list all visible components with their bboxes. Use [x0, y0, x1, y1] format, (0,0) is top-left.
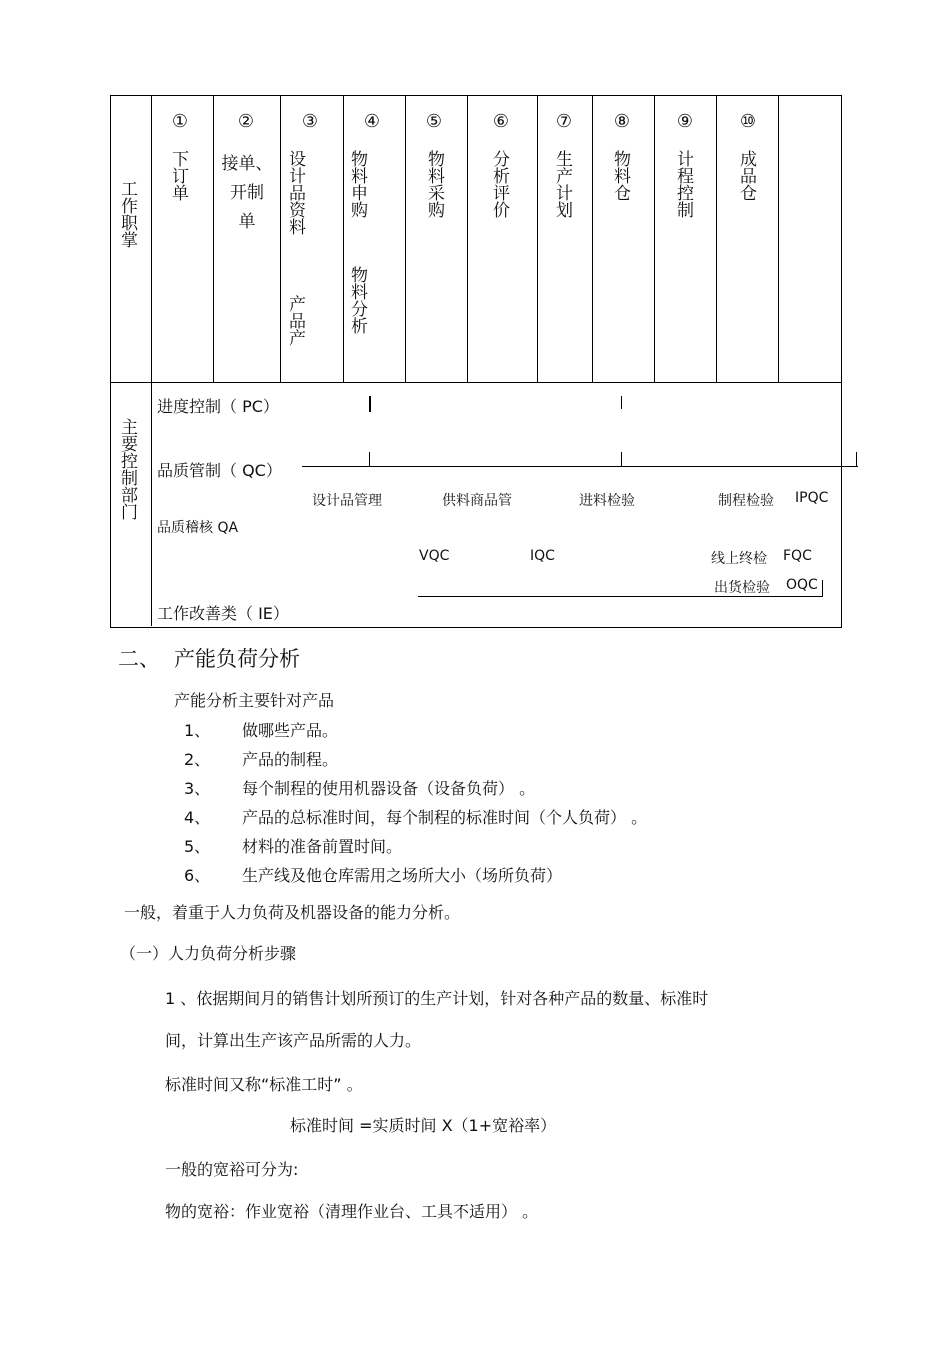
step-label: 接单、 [221, 154, 273, 174]
step-label: 开制 [230, 183, 264, 203]
col-divider [213, 95, 214, 382]
shipping-inspection: 出货检验 [714, 580, 770, 596]
incoming-inspection: 进料检验 [579, 493, 635, 509]
step-label: 成品仓 [736, 150, 756, 201]
step-label: 物料仓 [610, 150, 630, 201]
qc-tick [369, 452, 370, 466]
paragraph: 间，计算出生产该产品所需的人力。 [165, 1031, 422, 1050]
list-item: 材料的准备前置时间。 [242, 837, 403, 856]
step-number: ⑧ [613, 111, 631, 132]
vqc-label: VQC [419, 548, 450, 564]
qc-tick [621, 452, 622, 466]
qa-label: 品质稽核 QA [157, 520, 239, 536]
col-divider [343, 95, 344, 382]
qc-label: 品质管制（ QC） [157, 461, 282, 480]
oqc-label: OQC [786, 577, 818, 593]
row-label-control-dept: 主要控制部门 [117, 418, 137, 520]
list-item: 做哪些产品。 [242, 721, 339, 740]
step-label: 设计品资料 [285, 150, 305, 235]
list-item: 每个制程的使用机器设备（设备负荷） 。 [242, 779, 536, 798]
list-item: 产品的制程。 [242, 750, 339, 769]
ipqc-label: IPQC [795, 490, 829, 506]
step-label: 下订单 [168, 150, 188, 201]
step-number: ② [237, 111, 255, 132]
step-label: 物料分析 [347, 266, 367, 334]
row-label-duties: 工作职掌 [117, 180, 137, 248]
design-mgmt: 设计品管理 [312, 493, 382, 509]
step-number: ④ [363, 111, 381, 132]
paragraph: 一般的宽裕可分为: [165, 1160, 299, 1179]
step-number: ⑤ [425, 111, 443, 132]
col-divider [405, 95, 406, 382]
step-number: ⑦ [555, 111, 573, 132]
step-number: ⑨ [676, 111, 694, 132]
fqc-label: FQC [783, 548, 812, 564]
step-label: 物料申购 [347, 150, 367, 218]
intro-text: 产能分析主要针对产品 [174, 691, 335, 710]
step-label: 生产计划 [552, 150, 572, 218]
general-text: 一般，着重于人力负荷及机器设备的能力分析。 [124, 903, 461, 922]
ie-label: 工作改善类（ IE） [157, 604, 289, 623]
col-divider [592, 95, 593, 382]
col-divider [716, 95, 717, 382]
col-divider [654, 95, 655, 382]
step-label: 物料采购 [424, 150, 444, 218]
step-number: ⑥ [492, 111, 510, 132]
list-item-number: 2、 [184, 750, 211, 769]
list-item-number: 1、 [184, 721, 211, 740]
list-item: 生产线及他仓库需用之场所大小（场所负荷） [242, 866, 563, 885]
ie-line [418, 596, 823, 597]
step-number: ① [171, 111, 189, 132]
step-number: ⑩ [739, 111, 757, 132]
list-item-number: 3、 [184, 779, 211, 798]
line-final-inspection: 线上终检 [711, 551, 767, 567]
section-number: 二、 [118, 647, 160, 671]
col-divider [467, 95, 468, 382]
list-item-number: 4、 [184, 808, 211, 827]
list-item: 产品的总标准时间，每个制程的标准时间（个人负荷） 。 [242, 808, 648, 827]
oqc-tick [822, 580, 823, 596]
qc-line [302, 466, 858, 467]
col-divider [151, 95, 152, 382]
paragraph: 标准时间又称“标准工时” 。 [165, 1075, 363, 1094]
qc-tick [856, 452, 857, 466]
list-item-number: 5、 [184, 837, 211, 856]
paragraph: 物的宽裕：作业宽裕（清理作业台、工具不适用） 。 [165, 1202, 539, 1221]
table-row-divider [110, 382, 842, 383]
iqc-label: IQC [530, 548, 555, 564]
section-heading: 产能负荷分析 [174, 647, 300, 671]
step-number: ③ [301, 111, 319, 132]
step-label: 单 [238, 212, 256, 232]
pc-marker [369, 396, 371, 412]
subheading: （一）人力负荷分析步骤 [120, 944, 297, 963]
supplier-mgmt: 供料商品管 [442, 493, 512, 509]
list-item-number: 6、 [184, 866, 211, 885]
step-label: 计程控制 [673, 150, 693, 218]
process-inspection: 制程检验 [718, 493, 774, 509]
step-label: 产品产 [285, 295, 305, 346]
step-label: 分析评价 [489, 150, 509, 218]
col-divider [151, 382, 152, 626]
col-divider [537, 95, 538, 382]
paragraph: 1 、依据期间月的销售计划所预订的生产计划，针对各种产品的数量、标准时 [165, 989, 709, 1008]
formula: 标准时间 =实质时间 X（1+宽裕率） [290, 1116, 557, 1135]
col-divider [778, 95, 779, 382]
pc-marker [621, 396, 622, 409]
pc-label: 进度控制（ PC） [157, 397, 279, 416]
